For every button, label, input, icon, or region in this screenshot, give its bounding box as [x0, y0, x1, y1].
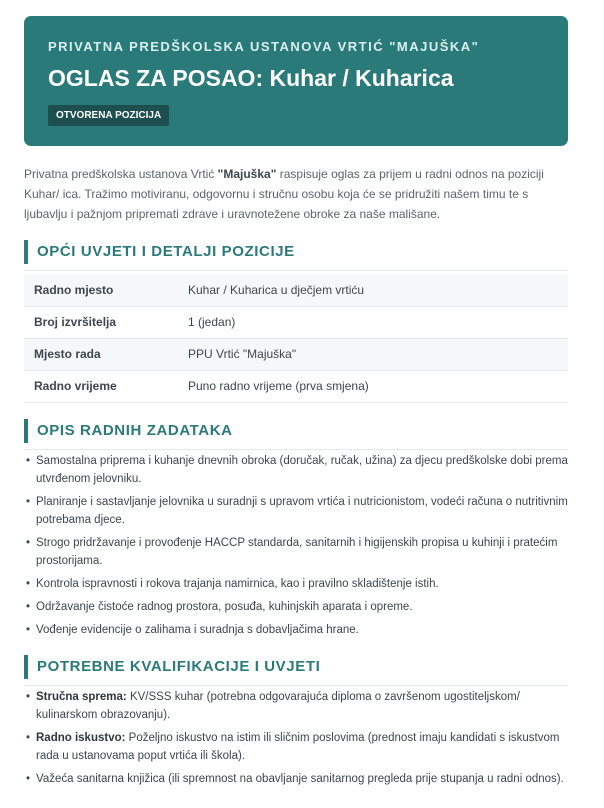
table-row — [24, 338, 568, 370]
page-title: OGLAS ZA POSAO: Kuhar / Kuharica — [48, 65, 454, 91]
institution-name: PRIVATNA PREDŠKOLSKA USTANOVA VRTIĆ "MAJUŠKA" — [48, 39, 480, 54]
position-details-table — [24, 274, 568, 403]
table-row — [24, 306, 568, 338]
qualification-text: Poželjno iskustvo na istim ili sličnim poslovima (prednost imaju kandidati s iskustvom rada u ustanovama poput vrtića ili škola). — [36, 732, 560, 762]
table-row — [24, 274, 568, 306]
row-label: Mjesto rada — [24, 338, 188, 370]
header-banner — [24, 16, 568, 146]
qualification-label: Radno iskustvo: — [36, 732, 126, 744]
row-value: 1 (jedan) — [188, 306, 568, 338]
tasks-list — [24, 452, 572, 644]
list-item: • Strogo pridržavanje i provođenje HACCP standarda, sanitarnih i higijenskih propisa u kuhinji i pratećim prostorijama. — [24, 534, 572, 570]
list-item: • Kontrola ispravnosti i rokova trajanja namirnica, kao i pravilno skladištenje istih. — [24, 575, 572, 593]
list-item: • Održavanje čistoće radnog prostora, posuđa, kuhinjskih aparata i opreme. — [24, 598, 572, 616]
list-item: • Planiranje i sastavljanje jelovnika u suradnji s upravom vrtića i nutricionistom, vodeći računa o nutritivnim potrebama djece. — [24, 493, 572, 529]
section-title-general: OPĆI UVJETI I DETALJI POZICIJE — [24, 240, 572, 264]
row-label: Radno mjesto — [24, 274, 188, 306]
intro-paragraph — [24, 164, 572, 224]
list-item: • Samostalna priprema i kuhanje dnevnih obroka (doručak, ručak, užina) za djecu predškolske dobi prema utvrđenom jelovniku. — [24, 452, 572, 488]
section-title-tasks: OPIS RADNIH ZADATAKA — [24, 419, 572, 443]
list-item: • Vođenje evidencije o zalihama i suradnja s dobavljačima hrane. — [24, 621, 572, 639]
intro-text-end: raspisuje oglas za prijem u radni odnos na poziciji Kuhar/ ica. Tražimo motiviranu, odgovornu i stručnu osobu koja će se pridružiti našem timu te s ljubavlju i pažnjom pripremati zdrave i uravnotežene obroke za naše mališane. — [24, 167, 544, 221]
row-value: Puno radno vrijeme (prva smjena) — [188, 370, 568, 402]
row-value: PPU Vrtić "Majuška" — [188, 338, 568, 370]
list-item — [24, 729, 572, 765]
status-badge: OTVORENA POZICIJA — [48, 105, 169, 126]
row-value: Kuhar / Kuharica u dječjem vrtiću — [188, 274, 568, 306]
qualification-text: KV/SSS kuhar (potrebna odgovarajuća diploma o završenom ugostiteljskom/ kulinarskom obrazovanju). — [36, 691, 520, 721]
section-divider — [24, 270, 568, 271]
section-divider — [24, 449, 568, 450]
section-divider — [24, 685, 568, 686]
intro-kindergarten-name: "Majuška" — [217, 167, 277, 181]
section-title-qualifications: POTREBNE KVALIFIKACIJE I UVJETI — [24, 655, 572, 679]
list-item — [24, 770, 572, 788]
intro-text-start: Privatna predškolska ustanova Vrtić — [24, 167, 218, 181]
row-label: Radno vrijeme — [24, 370, 188, 402]
list-item — [24, 688, 572, 724]
table-row — [24, 370, 568, 402]
row-label: Broj izvršitelja — [24, 306, 188, 338]
qualification-text: Važeća sanitarna knjižica (ili spremnost na obavljanje sanitarnog pregleda prije stupanja u radni odnos). — [36, 773, 564, 785]
qualifications-list — [24, 688, 572, 793]
qualification-label: Stručna sprema: — [36, 691, 127, 703]
